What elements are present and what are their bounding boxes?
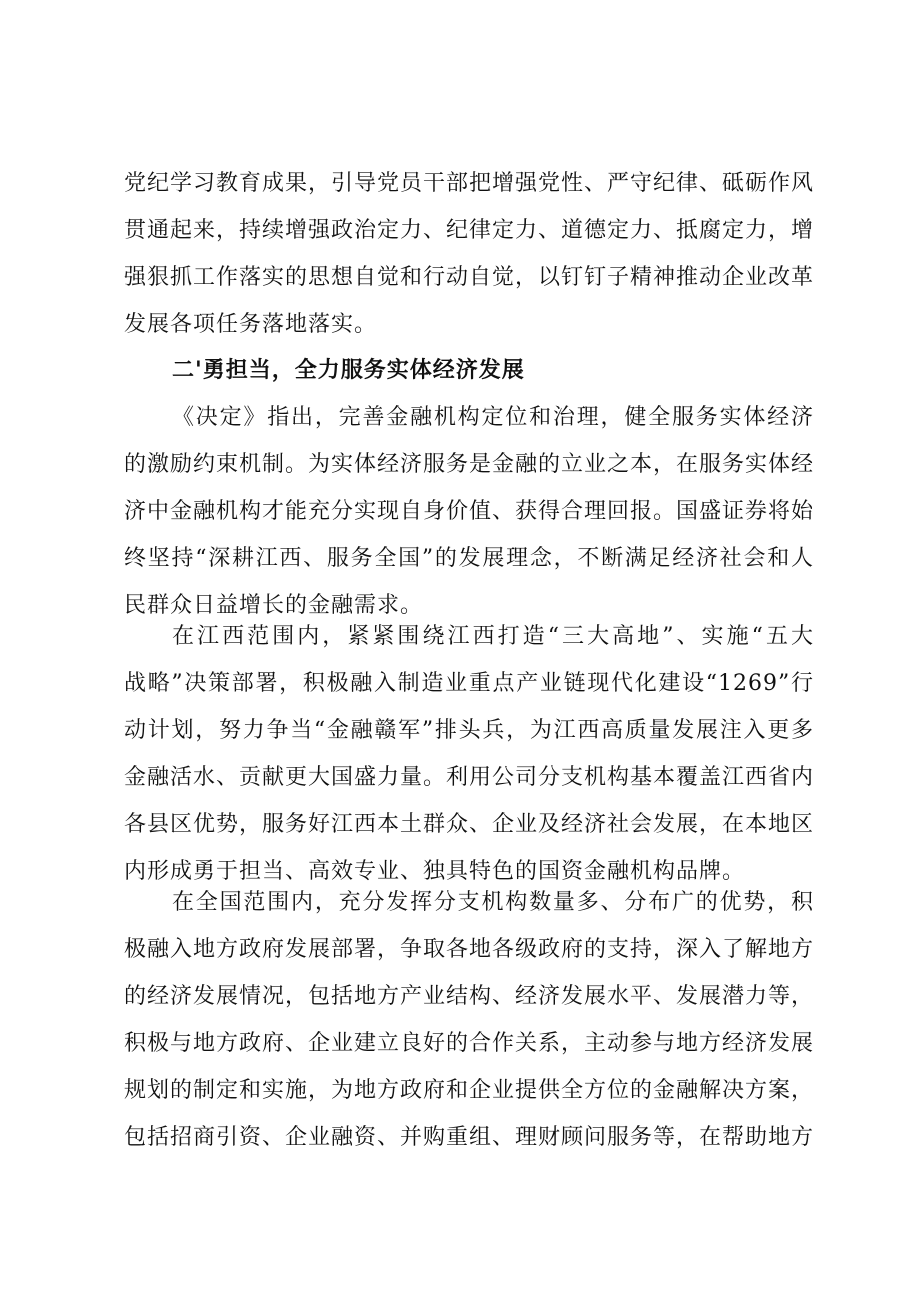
paragraph-line: 发展各项任务落地落实。 (124, 312, 378, 337)
paragraph-line: 规划的制定和实施，为地方政府和企业提供全方位的金融解决方案， (124, 1078, 815, 1103)
paragraph-line: 在江西范围内，紧紧围绕江西打造“三大高地”、实施“五大 (172, 624, 814, 649)
paragraph-decision (124, 394, 814, 629)
paragraph-jiangxi (124, 613, 814, 895)
paragraph-nationwide (124, 879, 814, 1161)
paragraph-line: 《决定》指出，完善金融机构定位和治理，健全服务实体经济 (172, 405, 814, 430)
paragraph-line: 金融活水、贡献更大国盛力量。利用公司分支机构基本覆盖江西省内 (124, 765, 815, 790)
paragraph-line: 终坚持“深耕江西、服务全国”的发展理念，不断满足经济社会和人 (124, 546, 814, 571)
paragraph-line: 在全国范围内，充分发挥分支机构数量多、分布广的优势，积 (172, 890, 814, 915)
paragraph-line: 战略”决策部署，积极融入制造业重点产业链现代化建设“1269”行 (124, 671, 814, 696)
paragraph-line: 各县区优势，服务好江西本土群众、企业及经济社会发展，在本地区 (124, 812, 815, 837)
paragraph-line: 包括招商引资、企业融资、并购重组、理财顾问服务等，在帮助地方 (124, 1125, 815, 1150)
paragraph-party-discipline (124, 160, 814, 348)
paragraph-line: 内形成勇于担当、高效专业、独具特色的国资金融机构品牌。 (124, 859, 746, 884)
paragraph-line: 强狠抓工作落实的思想自觉和行动自觉，以钉钉子精神推动企业改革 (124, 265, 815, 290)
paragraph-line: 动计划，努力争当“金融赣军”排头兵，为江西高质量发展注入更多 (124, 718, 814, 743)
paragraph-line: 民群众日益增长的金融需求。 (124, 593, 424, 618)
paragraph-line: 济中金融机构才能充分实现自身价值、获得合理回报。国盛证券将始 (124, 499, 815, 524)
paragraph-line: 的经济发展情况，包括地方产业结构、经济发展水平、发展潜力等， (124, 984, 815, 1009)
paragraph-line: 积极与地方政府、企业建立良好的合作关系，主动参与地方经济发展 (124, 1031, 815, 1056)
paragraph-line: 极融入地方政府发展部署，争取各地各级政府的支持，深入了解地方 (124, 937, 815, 962)
paragraph-line: 的激励约束机制。为实体经济服务是金融的立业之本，在服务实体经 (124, 452, 815, 477)
section-heading: 二'勇担当，全力服务实体经济发展 (172, 358, 525, 383)
paragraph-line: 党纪学习教育成果，引导党员干部把增强党性、严守纪律、砥砺作风 (124, 171, 815, 196)
paragraph-line: 贯通起来，持续增强政治定力、纪律定力、道德定力、抵腐定力，增 (124, 218, 815, 243)
